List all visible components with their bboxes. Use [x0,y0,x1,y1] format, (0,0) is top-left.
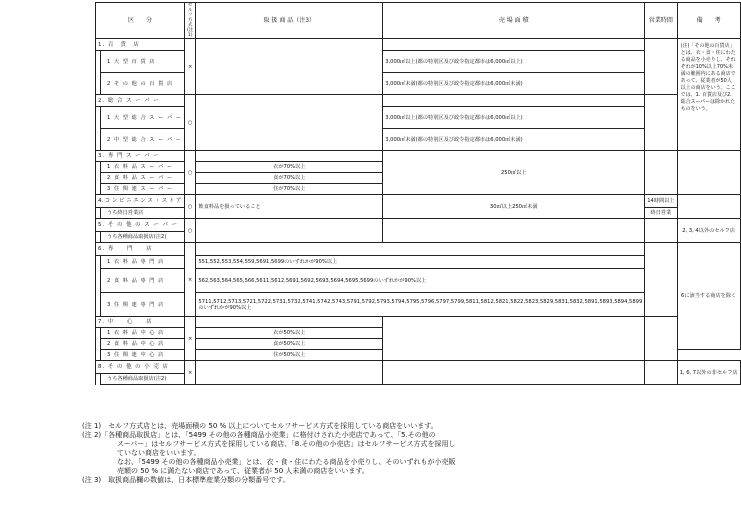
footnote-3: (注 3) 取扱商品欄の数値は、日本標準産業分類の分類番号です。 [82,476,290,484]
goods-value: 562,563,564,565,566,5611,5612,5691,5692,5693,5694,5695,5699のいずれかが90%以上 [196,269,645,293]
category-label: 1. 百 貨 店 [96,39,185,51]
goods-value: 食が70%以上 [196,173,383,184]
category-label: 3. 専 門 ス ー パ ー [96,151,185,162]
footnote-2: (注 2)「各種商品取扱店」とは、「5499 その他の各種商品小売業」に格付けされた小売店であって、「5.その他の [82,431,436,439]
subcategory-label: 2 食 料 品 ス ー パ ー [101,173,185,184]
category-label: 7. 中 心 店 [96,317,185,328]
subcategory-label: うち終日営業店 [101,208,185,219]
area-value: 3,000㎡未満(都の特別区及び政令指定都市は6,000㎡未満) [383,73,645,95]
area-value: 250㎡以上 [383,151,645,195]
footnote-1: (注 1) セルフ方式店とは、売場面積の 50 % 以上についてセルフサービス方式を採用している商店をいいます。 [82,422,438,430]
header-biko: 備 考 [677,3,740,39]
self-mark: × [185,317,196,361]
table-row [96,151,741,162]
subcategory-label: 1 大 型 総 合 ス ー パ ー [101,107,185,129]
footnote-2-cont: スーパー」はセルフサービス方式を採用している商店、「8.その他の小売店」はセルフサービス方式を採用し [117,440,456,448]
subcategory-label: 2 食 料 品 専 門 店 [101,269,185,293]
header-menseki: 売 場 面 積 [383,3,645,39]
goods-value: 飲食料品を扱っていること [196,195,383,219]
footnote-2-cont: 売額の 50 % に満たない商店であって、従業者が 50 人未満の商店をいいます。 [117,467,369,475]
subcategory-label: うち各種商品取扱店(注2) [101,374,185,385]
self-mark: ○ [185,95,196,151]
subcategory-label: 1 衣 料 品 中 心 店 [101,328,185,339]
subcategory-label: 3 住 関 連 ス ー パ ー [101,184,185,195]
footnote-2-cont: ていない商店をいいます。 [117,449,201,457]
hours-value: 終日営業 [645,208,677,219]
table-row [96,95,741,107]
self-mark: × [185,361,196,385]
subcategory-label: 1 大 型 百 貨 店 [101,51,185,73]
biko-value: 2, 3, 4以外のセルフ店 [677,219,740,243]
table-row [96,243,741,256]
footnote-2-cont: なお、「5499 その他の各種商品小売業」とは、衣・食・住にわたる商品を小売りし、そのいずれもが小売販 [117,458,456,466]
subcategory-label: 2 そ の 他 の 百 貨 店 [101,73,185,95]
header-jikan: 営業時間 [645,3,677,39]
store-classification-table [95,2,741,385]
self-mark: × [185,39,196,95]
area-value: 30㎡以上250㎡未満 [383,195,645,219]
area-value: 3,000㎡以上(都の特別区及び政令指定都市は6,000㎡以上) [383,51,645,73]
table-row [96,219,741,232]
goods-value: 衣が50%以上 [196,328,383,339]
category-label: 8. そ の 他 の 小 売 店 [96,361,185,374]
table-row [96,361,741,374]
self-mark: ○ [185,219,196,243]
goods-value: 衣が70%以上 [196,162,383,173]
area-value: 3,000㎡未満(都の特別区及び政令指定都市は6,000㎡未満) [383,129,645,151]
header-shohin: 取 扱 商 品（注3） [196,3,383,39]
goods-value: 住が70%以上 [196,184,383,195]
biko-value: 1, 6, 7以外の非セルフ店 [677,361,740,385]
goods-value: 食が50%以上 [196,339,383,350]
goods-value: 住が50%以上 [196,350,383,361]
subcategory-label: 1 衣 料 品 専 門 店 [101,256,185,269]
header-self: セルフ方式(注1) [185,3,196,39]
subcategory-label: 3 住 関 連 専 門 店 [101,293,185,317]
biko-hyakkaten-note: (注)「その他の百貨店」とは、衣・食・住にわたる商品を小売りし、それぞれが10%以上70%未満の範囲内にある商店であって、従業者が50人以上の商店をいう。ここでは、1. 百貨店及び2. 総合スーパーは除かれたものをいう。 [677,39,740,151]
category-label: 5. そ の 他 の ス ー パ ー [96,219,185,232]
category-label: 6. 専 門 店 [96,243,185,256]
subcategory-label: 2 中 型 総 合 ス ー パ ー [101,129,185,151]
area-value: 3,000㎡以上(都の特別区及び政令指定都市は6,000㎡以上) [383,107,645,129]
header-kubun: 区 分 [96,3,185,39]
table-row [96,195,741,208]
table-row [96,39,741,51]
category-label: 2. 総 合 ス ー パ ー [96,95,185,107]
self-mark: ○ [185,151,196,195]
category-label: 4. コ ン ビ ニ エ ン ス ・ ス ト ア [96,195,185,208]
subcategory-label: 2 食 料 品 中 心 店 [101,339,185,350]
subcategory-label: うち各種商品取扱店(注2) [101,232,185,243]
self-mark: × [185,243,196,317]
table-row [96,317,741,328]
self-mark: ○ [185,195,196,219]
table-header [96,3,741,39]
biko-value: 6に該当する商店を除く [677,243,740,350]
subcategory-label: 1 衣 料 品 ス ー パ ー [101,162,185,173]
hours-value: 14時間以上 [645,195,677,208]
goods-value: 5711,5712,5713,5721,5722,5731,5732,5741,5742,5743,5791,5792,5793,5794,5795,5796,5797,5799,5811,5812,5821,5822,5823,5829,5831,5832,5891,5893,5894,5899のいずれかが90%以上 [196,293,645,317]
goods-value: 551,552,553,554,559,5691,5699のいずれかが90%以上 [196,256,645,269]
footnotes [82,422,590,485]
subcategory-label: 3 住 関 連 中 心 店 [101,350,185,361]
